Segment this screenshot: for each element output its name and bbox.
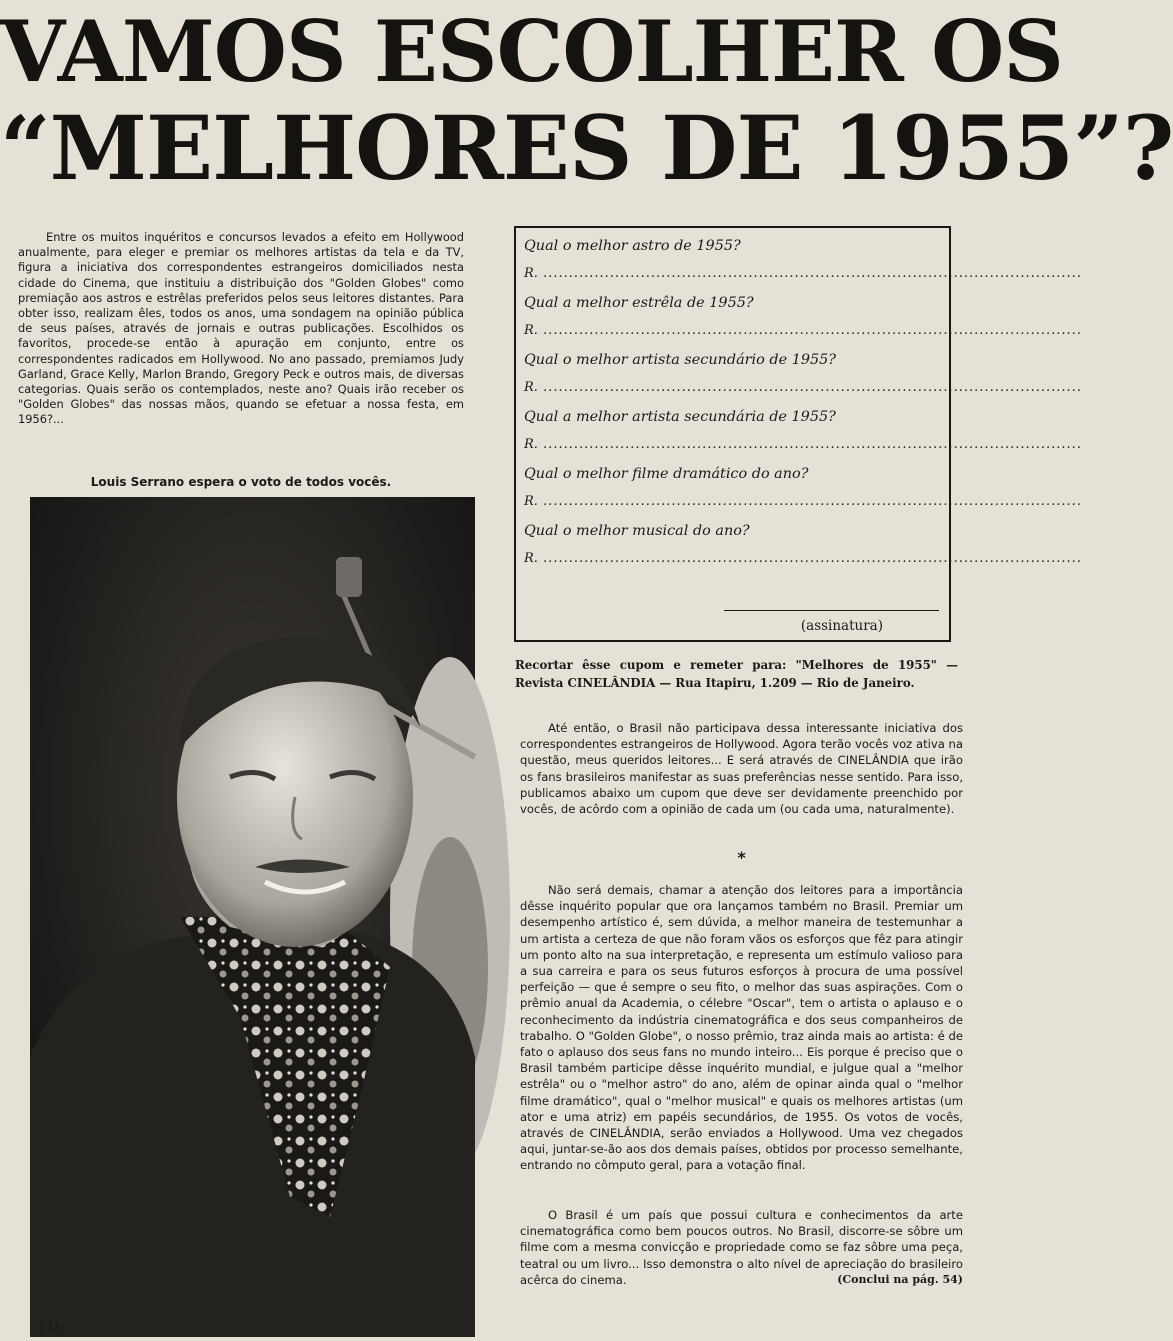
page-number: 10 (36, 1316, 59, 1337)
answer-line: R. ..... (524, 549, 939, 569)
mailing-instructions: Recortar êsse cupom e remeter para: "Melhores de 1955" — Revista CINELÂNDIA — Rua Itapiru, 1.209 — Rio de Janeiro. (515, 658, 958, 690)
headline-line-2: “MELHORES DE 1955”? (0, 96, 1173, 200)
coupon-question: Qual o melhor astro de 1955? (524, 238, 741, 254)
ballot-coupon (514, 226, 951, 642)
headline-line-1: VAMOS ESCOLHER OS (0, 2, 1063, 101)
answer-line: R. ..... (524, 321, 939, 341)
photo-caption: Louis Serrano espera o voto de todos vocês. (90, 475, 392, 489)
section-separator: * (737, 848, 746, 867)
answer-line: R. ..... (524, 492, 939, 512)
body-paragraph-3 (520, 1207, 963, 1288)
answer-line: R. ..... (524, 435, 939, 455)
body-paragraph-3-text: O Brasil é um país que possui cultura e conhecimentos da arte cinematográfica como bem poucos outros. No Brasil, discorre-se sôbre um filme com a mesma convicção e propriedade como se faz sôbre uma peça, teatral ou um livro... Isso demonstra o alto nível de apreciação do brasileiro acêrca do cinema. (520, 1208, 963, 1287)
coupon-question: Qual a melhor estrêla de 1955? (524, 295, 754, 311)
coupon-question: Qual o melhor filme dramático do ano? (524, 466, 809, 482)
continued-note: (Conclui na pág. 54) (837, 1272, 963, 1286)
coupon-question: Qual o melhor artista secundário de 1955? (524, 352, 837, 368)
answer-line: R. ..... (524, 264, 939, 284)
body-paragraph-1: Até então, o Brasil não participava dessa interessante iniciativa dos correspondentes estrangeiros de Hollywood. Agora terão vocês voz ativa na questão, meus queridos leitores... E será através de CINELÂNDIA que irão os fans brasileiros manifestar as suas preferências nesse sentido. Para isso, publicamos abaixo um cupom que deve ser devidamente preenchido por vocês, de acôrdo com a opinião de cada um (ou cada uma, naturalmente). (520, 721, 963, 817)
portrait-photo-illustration (30, 497, 475, 1337)
portrait-photo (30, 497, 475, 1337)
answer-line: R. ..... (524, 378, 939, 398)
coupon-question: Qual o melhor musical do ano? (524, 523, 750, 539)
coupon-question: Qual a melhor artista secundária de 1955? (524, 409, 836, 425)
signature-line (724, 610, 939, 611)
intro-paragraph: Entre os muitos inquéritos e concursos levados a efeito em Hollywood anualmente, para eleger e premiar os melhores artistas da tela e da TV, figura a iniciativa dos correspondentes estrangeiros domiciliados nesta cidade do Cinema, que instituiu a distribuição dos "Golden Globes" como premiação aos astros e estrêlas preferidos pelos seus leitores distantes. Para obter isso, realizam êles, todos os anos, uma sondagem na opinião pública de seus países, através de jornais e outras publicações. Escolhidos os favoritos, procede-se então à apuração em conjunto, entre os correspondentes radicados em Hollywood. No ano passado, premiamos Judy Garland, Grace Kelly, Marlon Brando, Gregory Peck e outros mais, de diversas categorias. Quais serão os contemplados, neste ano? Quais irão receber os "Golden Globes" das nossas mãos, quando se efetuar a nossa festa, em 1956?... (18, 230, 464, 427)
signature-label: (assinatura) (800, 618, 883, 634)
body-paragraph-2: Não será demais, chamar a atenção dos leitores para a importância dêsse inquérito popular que ora lançamos também no Brasil. Premiar um desempenho artístico é, sem dúvida, a melhor maneira de testemunhar a um artista a certeza de que não foram vãos os esforços que fêz para atingir um ponto alto na sua interpretação, e representa um estímulo valioso para a sua carreira e para os seus futuros esforços à procura de uma possível perfeição — que é sempre o seu fito, o melhor das suas aspirações. Com o prêmio anual da Academia, o célebre "Oscar", tem o artista o aplauso e o reconhecimento da indústria cinematográfica e dos seus companheiros de trabalho. O "Golden Globe", o nosso prêmio, traz ainda mais ao artista: é de fato o aplauso dos seus fans no mundo inteiro... Eis porque é preciso que o Brasil também participe dêsse inquérito mundial, e julgue qual a "melhor estrêla" ou o "melhor astro" do ano, além de opinar ainda qual o "melhor filme dramático", qual o "melhor musical" e quais os melhores artistas (um ator e uma atriz) em papéis secundários, de 1955. Os votos de vocês, através de CINELÂNDIA, serão enviados a Hollywood. Uma vez chegados aqui, juntar-se-ão aos dos demais países, obtidos por processo semelhante, entrando no cômputo geral, para a votação final. (520, 883, 963, 1173)
